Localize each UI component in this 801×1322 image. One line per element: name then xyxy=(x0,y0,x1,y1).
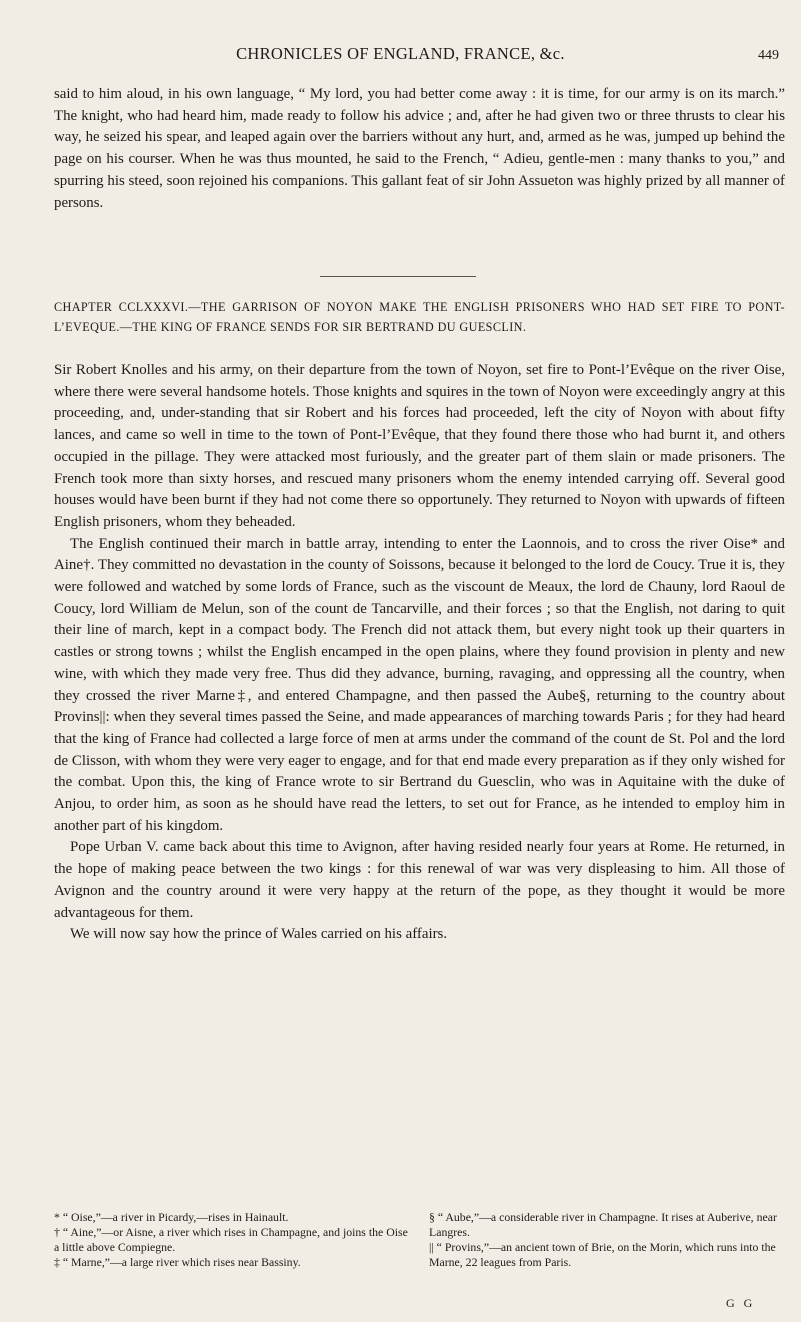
signature-mark: G G xyxy=(726,1296,756,1310)
chapter-body xyxy=(54,360,785,946)
footnotes xyxy=(54,1210,785,1270)
section-divider xyxy=(320,276,476,277)
footnote: ‡ “ Marne,”—a large river which rises near Bassiny. xyxy=(54,1255,301,1269)
running-head: CHRONICLES OF ENGLAND, FRANCE, &c. xyxy=(236,44,565,63)
chapter-paragraph: The English continued their march in battle array, intending to enter the Laonnois, and to cross the river Oise* and Aine†. They committed no devastation in the county of Soissons, because it belonged to the lord de Coucy. True it is, they were followed and watched by some lords of France, such as the viscount de Meaux, the lord de Chauny, lord Raoul de Coucy, lord William de Melun, son of the count de Tancarville, and their forces ; so that the English, not daring to quit their line of march, kept in a compact body. The French did not attack them, but every night took up their quarters in castles or strong towns ; whilst the English encamped in the open plains, where they found provision in plenty and new wine, with which they made very free. Thus did they advance, burning, ravaging, and oppressing all the country, when they crossed the river Marne‡, and entered Champagne, and then passed the Aube§, returning to the country about Provins||: when they several times passed the Seine, and made appearances of marching towards Paris ; for they had heard that the king of France had collected a large force of men at arms under the command of the count de St. Pol and the lord de Clisson, with whom they were very eager to engage, and for that end made every preparation as if they only wished for the combat. Upon this, the king of France wrote to sir Bertrand du Guesclin, who was in Aquitaine with the duke of Anjou, to order him, as soon as he should have read the letters, to set out for France, as he intended to employ him in another part of his kingdom. xyxy=(54,535,785,834)
footnotes-right-column xyxy=(429,1210,785,1270)
footnote: † “ Aine,”—or Aisne, a river which rises in Champagne, and joins the Oise a little above Compiegne. xyxy=(54,1225,408,1254)
chapter-paragraph: Sir Robert Knolles and his army, on their departure from the town of Noyon, set fire to Pont-l’Evêque on the river Oise, where there were several handsome hotels. Those knights and squires in the town of Noyon were exceedingly angry at this proceeding, and, under-standing that sir Robert and his forces had proceeded, left the city of Noyon with about fifty lances, and came so well in time to the town of Pont-l’Evêque, that they found there those who had burnt it, and others occupied in the pillage. They were attacked most furiously, and the greater part of them slain or made prisoners. The French took more than sixty horses, and rescued many prisoners whom the enemy intended carrying off. Several good houses would have been burnt if they had not come there so opportunely. They returned to Noyon with upwards of fifteen English prisoners, whom they beheaded. xyxy=(54,362,785,530)
intro-paragraph: said to him aloud, in his own language, “ My lord, you had better come away : it is time, for our army is on its march.” The knight, who had heard him, made ready to follow his advice ; and, after he had given two or three thrusts to clear his way, he seized his spear, and leaped again over the barriers without any hurt, and, armed as he was, jumped up behind the page on his courser. When he was thus mounted, he said to the French, “ Adieu, gentle-men : many thanks to you,” and spurring his steed, soon rejoined his companions. This gallant feat of sir John Assueton was highly prized by all manner of persons. xyxy=(54,86,785,211)
footnote: || “ Provins,”—an ancient town of Brie, on the Morin, which runs into the Marne, 22 leagues from Paris. xyxy=(429,1240,776,1269)
chapter-heading: CHAPTER CCLXXXVI.—THE GARRISON OF NOYON MAKE THE ENGLISH PRISONERS WHO HAD SET FIRE TO PONT-L’EVEQUE.—THE KING OF FRANCE SENDS FOR SIR BERTRAND DU GUESCLIN. xyxy=(54,300,785,334)
page-number: 449 xyxy=(758,48,779,63)
footnotes-left-column xyxy=(54,1210,410,1270)
chapter-paragraph: Pope Urban V. came back about this time to Avignon, after having resided nearly four years at Rome. He returned, in the hope of making peace between the two kings : for this renewal of war was very displeasing to him. All those of Avignon and the country around it were very happy at the return of the pope, as they thought it would be more advantageous for them. xyxy=(54,839,785,921)
chapter-paragraph: We will now say how the prince of Wales carried on his affairs. xyxy=(70,926,448,943)
intro-text xyxy=(54,84,785,214)
footnote: § “ Aube,”—a considerable river in Champagne. It rises at Auberive, near Langres. xyxy=(429,1210,777,1239)
footnote: * “ Oise,”—a river in Picardy,—rises in Hainault. xyxy=(54,1210,289,1224)
